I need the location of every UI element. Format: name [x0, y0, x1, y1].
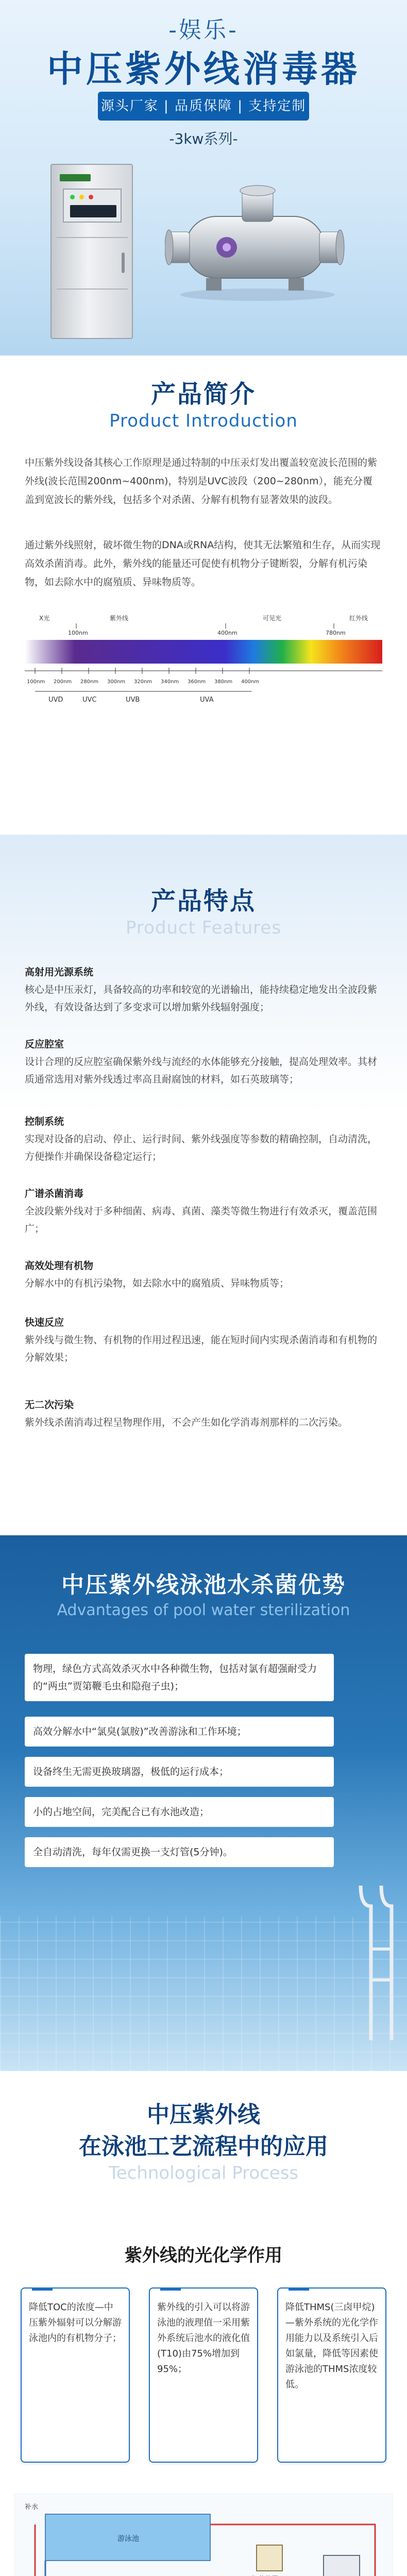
feature-item: [25, 1185, 382, 1238]
series-label: -3kw系列-: [169, 130, 238, 147]
pool-section: [0, 1535, 407, 2071]
brand-name: -娱乐-: [168, 17, 239, 43]
feature-text: 紫外线与微生物、有机物的作用过程迅速，能在短时间内实现杀菌消毒和有机物的分解效果；: [25, 1334, 378, 1363]
features-subtitle: Product Features: [125, 918, 282, 938]
spectrum-bottom-tick: 100nm: [27, 679, 45, 685]
feature-item: [25, 1113, 382, 1165]
cabinet-control-panel: [63, 189, 122, 223]
diagram-label: 补水: [25, 2503, 39, 2511]
uv-reactor-image: [165, 175, 350, 304]
intro-paragraph-1: 中压紫外线设备其核心工作原理是通过特制的中压汞灯发出覆盖较宽波长范围的紫外线(波长范围200nm~400nm)，特别是UVC波段（200~280nm），能充分覆盖到宽波长的紫外线，包括多个对杀菌、分解有机物有显著效果的波段。: [25, 457, 378, 505]
intro-title: 产品简介: [150, 380, 256, 409]
feature-title: 无二次污染: [25, 1399, 74, 1411]
intro-subtitle: Product Introduction: [109, 411, 298, 431]
pool-advantage-item: 高效分解水中“氯臭(氯胺)”改善游泳和工作环境；: [25, 1717, 334, 1747]
cabinet-logo: [60, 174, 91, 181]
pool-advantage-item: 物理，绿色方式高效杀灭水中各种微生物，包括对氯有超强耐受力的“两虫”贾第鞭毛虫和隐孢子虫)；: [25, 1654, 334, 1701]
pool-process-diagram: [14, 2494, 393, 2576]
features-title: 产品特点: [150, 887, 256, 916]
feature-title: 快速反应: [25, 1317, 64, 1328]
pool-advantage-item: 小的占地空间，完美配合已有水池改造；: [25, 1797, 334, 1827]
hero-section: [0, 0, 407, 355]
process-heading: [0, 2099, 407, 2183]
hero-banner: 源头厂家 | 品质保障 | 支持定制: [98, 92, 309, 121]
photochemical-heading: 紫外线的光化学作用: [125, 2245, 282, 2266]
benefit-card: 降低THMS(三卤甲烷)—紫外系统的光化学作用能力以及系统引入后如氯量，降低等因素使游泳池的THMS浓度较低。: [277, 2287, 386, 2463]
uv-type-label: UVD: [48, 696, 63, 704]
spectrum-bottom-ticks: [27, 668, 259, 685]
spectrum-bottom-tick: 380nm: [214, 679, 233, 685]
benefit-card: 降低TOC的浓度—中压紫外辐射可以分解游泳池内的有机物分子；: [21, 2287, 130, 2463]
features-heading: [0, 881, 407, 938]
cabinet-seam: [57, 289, 128, 290]
indicator-light-icon: [89, 195, 93, 199]
feature-text: 实现对设备的启动、停止、运行时间、紫外线强度等参数的精确控制，自动清洗，方便操作并确保设备稳定运行；: [25, 1133, 378, 1162]
feature-text: 全波段紫外线对于多种细菌、病毒、真菌、藻类等微生物进行有效杀灭，覆盖范围广；: [25, 1206, 378, 1234]
spectrum-bottom-tick: 200nm: [54, 679, 72, 685]
indicator-light-icon: [79, 195, 84, 199]
intro-paragraph-2: 通过紫外线照射，破坏微生物的DNA或RNA结构，使其无法繁殖和生存，从而实现高效杀菌消毒。此外，紫外线的能量还可促使有机物分子键断裂，分解有机污染物，如去除水中的腐殖质、异味物质等。: [25, 539, 381, 588]
process-section: [0, 2071, 407, 2576]
feature-title: 反应腔室: [25, 1039, 64, 1050]
pool-title: 中压紫外线泳池水杀菌优势: [61, 1572, 346, 1598]
uv-spectrum-diagram: [25, 608, 382, 711]
spectrum-band-label: 红外线: [349, 615, 368, 622]
diagram-label: 游泳池: [117, 2535, 139, 2543]
spectrum-bottom-tick: 320nm: [134, 679, 152, 685]
feature-item: [25, 1257, 382, 1292]
cabinet-handle: [122, 252, 125, 273]
feature-title: 高效处理有机物: [25, 1260, 94, 1272]
feature-text: 核心是中压汞灯，具备较高的功率和较宽的光谱输出，能持续稳定地发出全波段紫外线，有效设备达到了多变求可以增加紫外线辐射强度；: [25, 984, 378, 1013]
spectrum-band-label: 紫外线: [110, 615, 129, 622]
spectrum-bottom-tick: 400nm: [241, 679, 260, 685]
spectrum-bottom-tick: 340nm: [161, 679, 179, 685]
uv-type-label: UVC: [82, 696, 97, 704]
feature-text: 设计合理的反应腔室确保紫外线与流经的水体能够充分接触，提高处理效率。其材质通常选用对紫外线透过率高且耐腐蚀的材料，如石英玻璃等；: [25, 1056, 378, 1085]
feature-title: 控制系统: [25, 1116, 64, 1127]
hero-title: 中压紫外线消毒器: [47, 48, 360, 90]
indicator-light-icon: [70, 195, 75, 199]
spectrum-band-label: X光: [39, 615, 50, 622]
intro-heading: [0, 374, 407, 431]
pool-water-background: [0, 1917, 407, 2071]
process-title-line-2: 在泳池工艺流程中的应用: [79, 2133, 328, 2160]
feature-text: 分解水中的有机污染物，如去除水中的腐殖质、异味物质等；: [25, 1278, 290, 1289]
feature-item: [25, 1314, 382, 1366]
feature-title: 广谱杀菌消毒: [25, 1188, 84, 1199]
feature-title: 高射用光源系统: [25, 967, 94, 978]
pool-advantage-item: 设备终生无需更换玻璃器，极低的运行成本；: [25, 1757, 334, 1787]
uv-type-label: UVB: [126, 696, 140, 704]
pool-subtitle: Advantages of pool water sterilization: [57, 1601, 350, 1619]
spectrum-bottom-tick: 360nm: [188, 679, 206, 685]
feature-item: [25, 1396, 382, 1431]
feature-item: [25, 1036, 382, 1088]
spectrum-bottom-tick: 300nm: [107, 679, 126, 685]
spectrum-top-tick: 100nm: [68, 630, 88, 636]
process-title-line-1: 中压紫外线: [147, 2102, 260, 2128]
process-subtitle: Technological Process: [108, 2163, 299, 2183]
pool-heading: [0, 1566, 407, 1619]
pool-advantage-item: 全自动清洗，每年仅需更换一支灯管(5分钟)。: [25, 1837, 334, 1867]
spectrum-top-tick: 780nm: [326, 630, 346, 636]
spectrum-top-tick: 400nm: [217, 630, 238, 636]
spectrum-bar: [25, 640, 382, 664]
features-section: [0, 835, 407, 1535]
spectrum-bottom-tick: 280nm: [80, 679, 99, 685]
intro-section: [0, 355, 407, 835]
spectrum-band-label: 可见光: [263, 615, 282, 622]
benefit-card: 紫外线的引入可以将游泳池的液理值一采用紫外系统后池水的液化值(T10)由75%增加到95%；: [149, 2287, 258, 2463]
pool-ladder-icon: [355, 1886, 397, 2040]
feature-text: 紫外线杀菌消毒过程呈物理作用，不会产生如化学消毒剂那样的二次污染。: [25, 1417, 348, 1428]
cabinet-seam: [57, 237, 128, 238]
feature-item: [25, 963, 382, 1016]
uv-type-label: UVA: [200, 696, 214, 704]
display-screen: [70, 205, 116, 217]
control-cabinet-image: [50, 164, 133, 339]
